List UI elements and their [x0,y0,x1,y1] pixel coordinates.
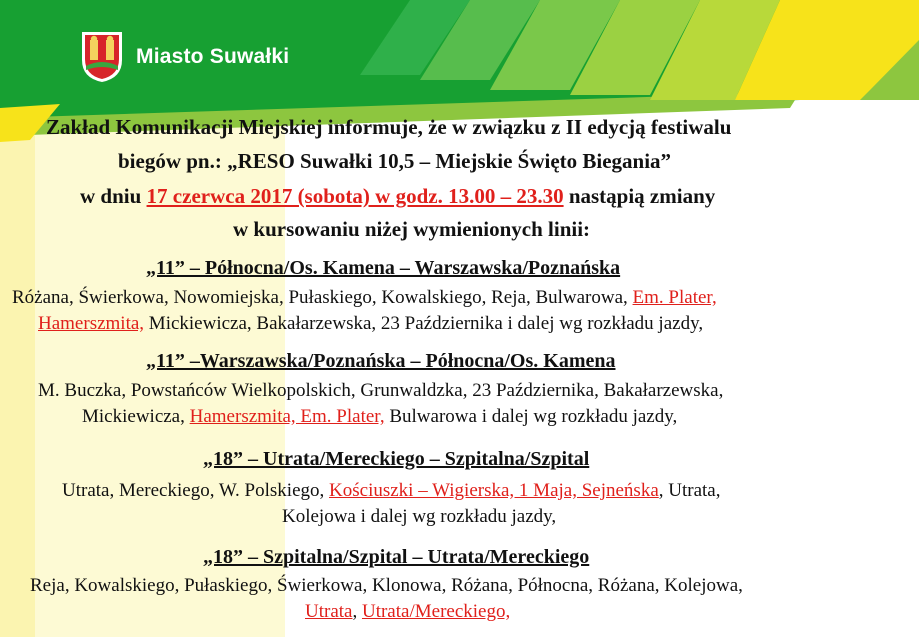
changed-stops: Utrata/Mereckiego, [361,601,511,622]
changed-stops: Utrata [305,601,353,622]
route-detail-line: Reja, Kowalskiego, Pułaskiego, Świerkowa, Klonowa, Różana, Północna, Różana, Kolejowa, [30,575,743,596]
route-detail-line: Utrata, Mereckiego, W. Polskiego, Kościuszki – Wigierska, 1 Maja, Sejneńska, Utrata, [62,480,721,501]
intro-line-2: biegów pn.: „RESO Suwałki 10,5 – Miejskie Święto Biegania” [118,149,672,173]
changed-stops: Hamerszmita, Em. Plater, [189,406,385,427]
brand-name: Miasto Suwałki [136,45,290,68]
changed-stops: Kościuszki – Wigierska, 1 Maja, Sejneńska [329,480,659,501]
changed-stops: Hamerszmita, [38,313,145,334]
event-date: 17 czerwca 2017 (sobota) w godz. 13.00 – 23.30 [146,184,564,208]
intro-line-3: w dniu 17 czerwca 2017 (sobota) w godz. 13.00 – 23.30 nastąpią zmiany [80,184,716,208]
intro-organisation: Zakład Komunikacji [46,115,234,139]
route-detail-line: Hamerszmita, Mickiewicza, Bakałarzewska, 23 Października i dalej wg rozkładu jazdy, [38,313,704,334]
changed-stops: Em. Plater, [632,287,717,308]
route-title: „11” –Warszawska/Poznańska – Północna/Os. Kamena [146,350,616,372]
brand-logo [80,30,289,84]
route-detail-line: Różana, Świerkowa, Nowomiejska, Pułaskiego, Kowalskiego, Reja, Bulwarowa, Em. Plater, [12,287,717,308]
intro-line-1: Zakład Komunikacji Miejskiej informuje, że w związku z II edycją festiwalu [46,115,732,139]
route-title: „18” – Utrata/Mereckiego – Szpitalna/Szpital [203,448,590,470]
intro-line-4: w kursowaniu niżej wymienionych linii: [233,217,591,241]
suwalki-coat-of-arms-icon [80,30,124,84]
route-title: „18” – Szpitalna/Szpital – Utrata/Mereckiego [203,546,590,568]
route-detail-line: M. Buczka, Powstańców Wielkopolskich, Grunwaldzka, 23 Października, Bakałarzewska, [38,380,724,401]
route-detail-line: Utrata, Utrata/Mereckiego, [305,601,511,622]
route-detail-line: Mickiewicza, Hamerszmita, Em. Plater, Bulwarowa i dalej wg rozkładu jazdy, [82,406,678,427]
route-title: „11” – Północna/Os. Kamena – Warszawska/Poznańska [146,257,621,279]
route-detail-line: Kolejowa i dalej wg rozkładu jazdy, [282,506,557,527]
left-yellow-panel-edge [0,110,35,637]
